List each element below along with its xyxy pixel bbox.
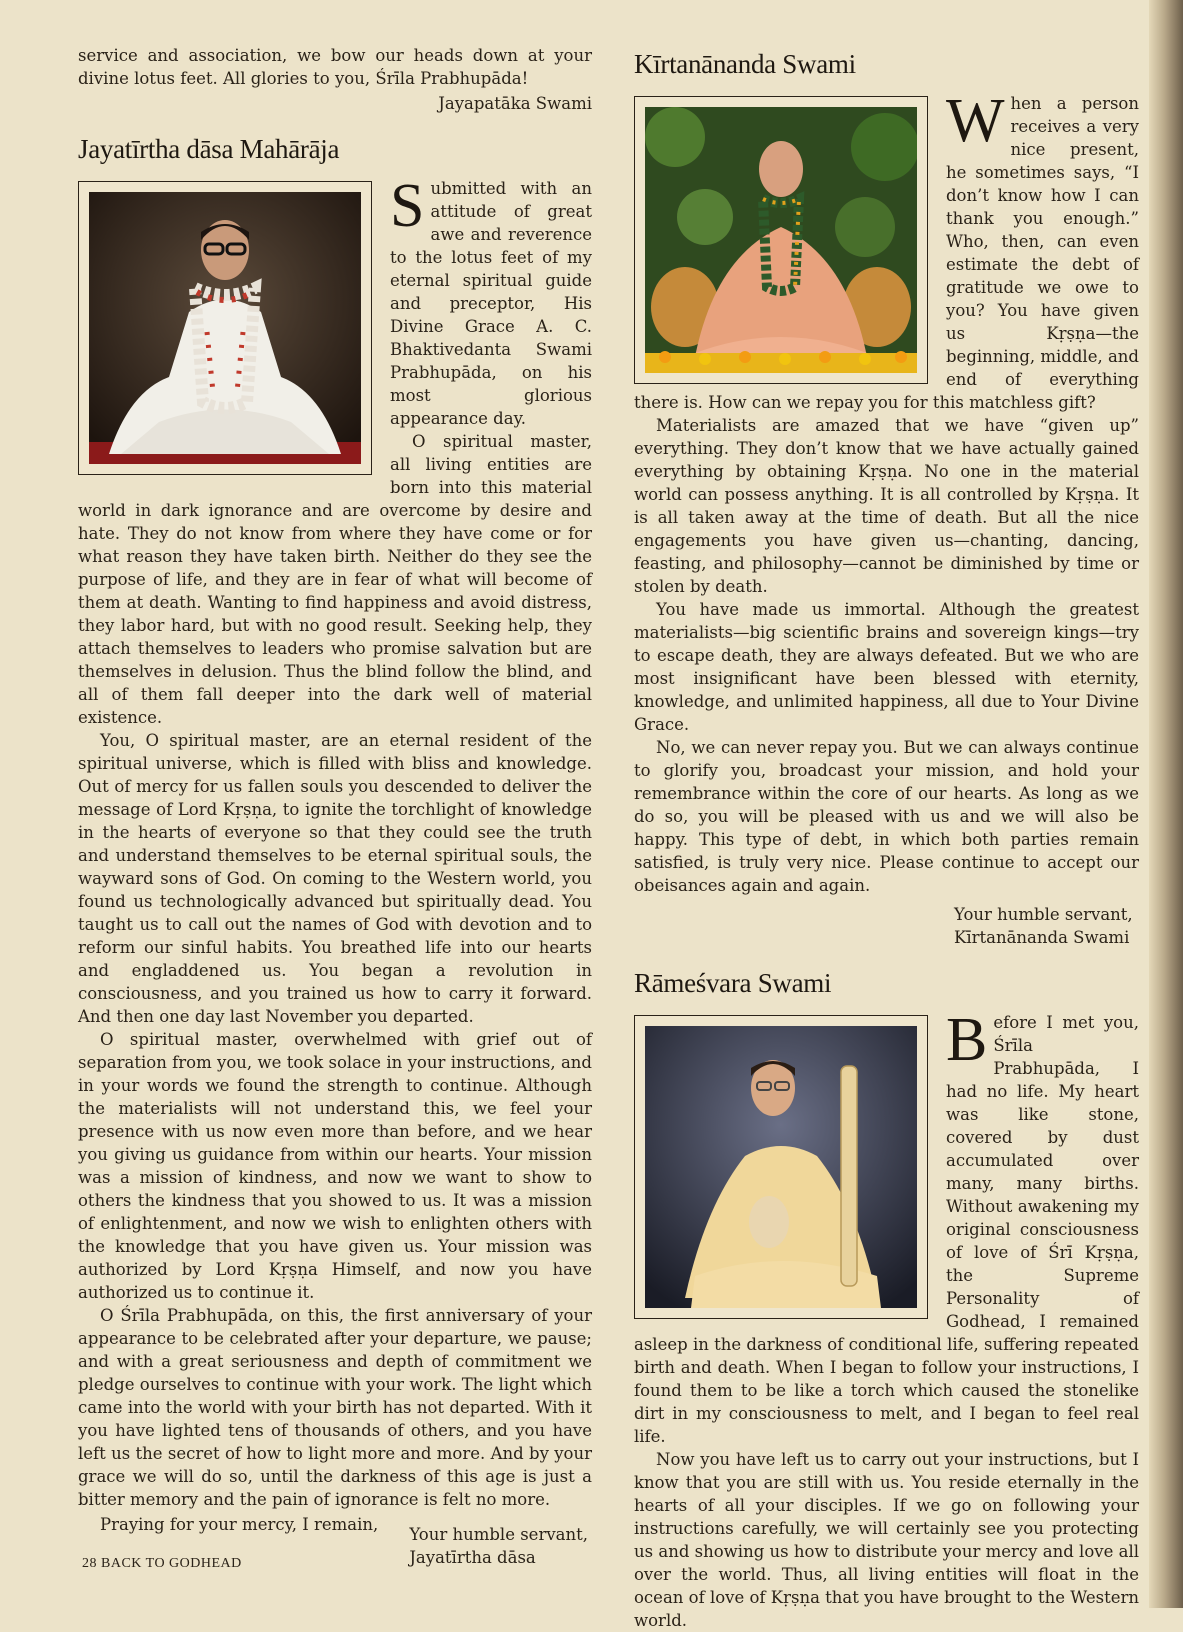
section-heading-ramesvara: Rāmeśvara Swami [634, 968, 832, 998]
section-heading-jayatirtha: Jayatīrtha dāsa Mahārāja [78, 134, 340, 164]
photo-kirtanananda [645, 107, 917, 373]
right-column [634, 48, 1139, 1632]
kirtanananda-paragraph-2: Materialists are amazed that we have “given up” everything. They don’t know that we have actually gained everything by obtaining Kṛṣṇa. No one in the material world can possess anything. It is all controlled by Kṛṣṇa. It is all taken away at the time of death. But all the nice engagements you have given us—chanting, dancing, feasting, and philosophy—cannot be diminished by time or stolen by death. [634, 416, 1139, 596]
jayatirtha-signature: Your humble servant, Jayatīrtha dāsa [409, 1525, 588, 1567]
photo-jayatirtha [89, 192, 361, 464]
kirtanananda-paragraph-1: When a person receives a very nice present, he sometimes says, “I don’t know how I can thank you enough.” Who, then, can even estimate the debt of gratitude we owe to you? You have given us Kṛṣṇa—the beginning, middle, and end of everything there is. How can we repay you for this matchless gift? [634, 87, 1139, 412]
jayatirtha-paragraph-5: O Śrīla Prabhupāda, on this, the first anniversary of your appearance to be celebrated after your departure, we pause; and with a great seriousness and depth of commitment we pledge ourselves to continue with your work. The light which came into the world with your birth has not departed. With it you have lighted tens of thousands of others, and you have left us the secret of how to light more and more. And by your grace we will do so, until the darkness of this age is just a bitter memory and the pain of ignorance is felt no more. [78, 1306, 592, 1509]
jayatirtha-paragraph-3: You, O spiritual master, are an eternal resident of the spiritual universe, which is filled with bliss and knowledge. Out of mercy for us fallen souls you descended to deliver the message of Lord Kṛṣṇa, to ignite the torchlight of knowledge in the hearts of everyone so that they could see the truth and understand themselves to be eternal spiritual souls, the wayward sons of God. On coming to the Western world, you found us technologically advanced but spiritually dead. You taught us to call out the names of God with devotion and to reform our sinful habits. You breathed life into our hearts and engladdened us. You began a revolution in consciousness, and you trained us how to carry it forward. And then one day last November you departed. [78, 731, 592, 1026]
photo-frame-ramesvara [634, 1015, 928, 1319]
ramesvara-paragraph-1: Before I met you, Śrīla Prabhupāda, I had no life. My heart was like stone, covered by dust accumulated over many, many births. Without awakening my original consciousness of love of Śrī Kṛṣṇa, the Supreme Personality of Godhead, I remained asleep in the darkness of conditional life, suffering repeated birth and death. When I began to follow your instructions, I found them to be like a torch which caused the stonelike dirt in my consciousness to melt, and I began to feel real life. [634, 1006, 1139, 1446]
kirtanananda-paragraph-3: You have made us immortal. Although the greatest materialists—big scientific brains and sovereign kings—try to escape death, they are always defeated. But we who are most insignificant have been blessed with eternity, knowledge, and unlimited happiness, all due to Your Divine Grace. [634, 600, 1139, 734]
ramesvara-paragraph-2: Now you have left us to carry out your instructions, but I know that you are still with us. You reside eternally in the hearts of all your disciples. If we go on following your instructions carefully, we will certainly see you protecting us and showing us how to distribute your mercy and love all over the world. Thus, all living entities will float in the ocean of love of Kṛṣṇa that you have brought to the Western world. [634, 1450, 1139, 1630]
intro-signature: Jayapatāka Swami [438, 94, 592, 113]
dropcap-b: B [946, 1006, 988, 1074]
photo-ramesvara [645, 1026, 917, 1308]
photo-frame-kirtanananda [634, 96, 928, 384]
portrait-jayatirtha-image [89, 192, 361, 464]
dropcap-s: S [390, 172, 425, 240]
closing-line: Praying for your mercy, I remain, [100, 1515, 379, 1534]
page-footer: 28 BACK TO GODHEAD [82, 1556, 242, 1571]
section-heading-kirtanananda: Kīrtanānanda Swami [634, 49, 856, 79]
jayatirtha-paragraph-2: O spiritual master, all living entities are born into this material world in dark ignorance and are overcome by desire and hate. They do not know from where they have come or for what reason they have taken birth. Neither do they see the purpose of life, and they are in fear of what will become of them at death. Wanting to find happiness and avoid distress, they labor hard, but with no good result. Seeking help, they attach themselves to leaders who promise salvation but are themselves in delusion. Thus the blind follow the blind, and all of them fall deeper into the dark well of material existence. [78, 432, 592, 727]
page-edge-shadow [1149, 0, 1183, 1608]
dropcap-w: W [946, 87, 1005, 155]
jayatirtha-paragraph-1: Submitted with an attitude of great awe and reverence to the lotus feet of my eternal spiritual guide and preceptor, His Divine Grace A. C. Bhaktivedanta Swami Prabhupāda, on his most glorious appearance day. [390, 172, 592, 428]
portrait-kirtanananda-image [645, 107, 917, 373]
kirtanananda-paragraph-4: No, we can never repay you. But we can always continue to glorify you, broadcast your mission, and hold your remembrance within the core of our hearts. As long as we do so, you will be pleased with us and we will also be happy. This type of debt, in which both parties remain satisfied, is truly very nice. Please continue to accept our obeisances again and again. [634, 738, 1139, 895]
photo-frame-jayatirtha [78, 181, 372, 475]
kirtanananda-signature: Your humble servant, Kīrtanānanda Swami [954, 905, 1133, 947]
portrait-ramesvara-image [645, 1026, 917, 1308]
left-column [78, 44, 592, 1569]
jayatirtha-paragraph-4: O spiritual master, overwhelmed with grief out of separation from you, we took solace in your instructions, and in your words we found the strength to continue. Although the materialists will not understand this, we feel your presence with us now even more than before, and we hear you giving us guidance from within our hearts. Your mission was a mission of kindness, and now we want to show to others the kindness that you showed to us. It was a mission of enlightenment, and now we wish to enlighten others with the knowledge that you have given us. Your mission was authorized by Lord Kṛṣṇa Himself, and now you have authorized us to continue it. [78, 1030, 592, 1302]
intro-paragraph: service and association, we bow our heads down at your divine lotus feet. All glories to you, Śrīla Prabhupāda! [78, 46, 592, 88]
